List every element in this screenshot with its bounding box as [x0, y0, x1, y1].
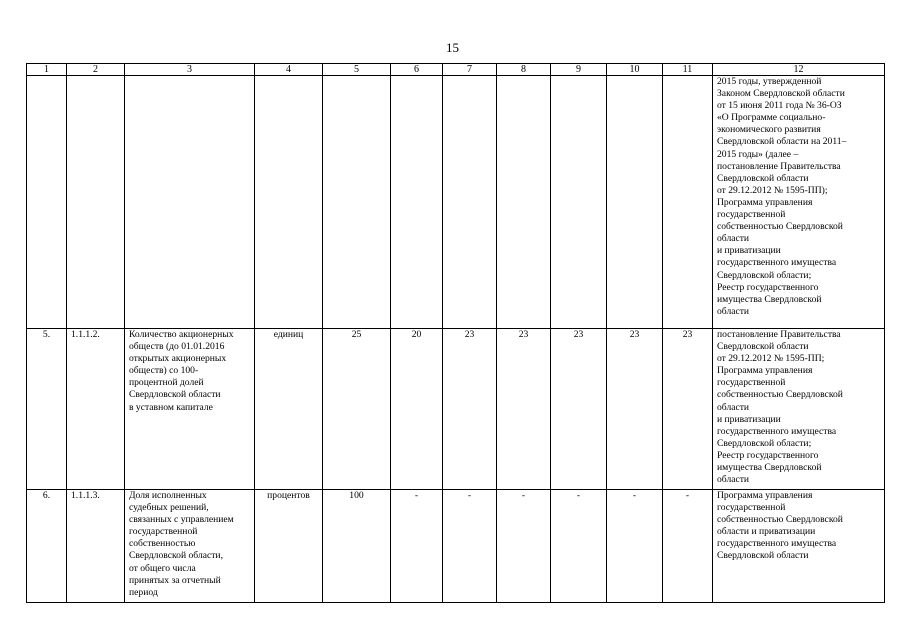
- text-line: Свердловской области,: [129, 550, 223, 562]
- text-line: Свердловской области на 2011–: [717, 136, 847, 148]
- value-cell: [663, 76, 713, 329]
- text-line: 2015 годы, утвержденной: [717, 76, 822, 87]
- value-cell: 23: [551, 329, 607, 490]
- text-line: постановление Правительства: [717, 160, 841, 172]
- text-line: имущества Свердловской: [717, 293, 822, 305]
- unit-cell: процентов: [255, 490, 323, 603]
- code-cell: 1.1.1.3.: [67, 490, 125, 603]
- code-cell: [67, 76, 125, 329]
- text-line: Свердловской области: [717, 341, 809, 353]
- indicator-name-cell: [125, 490, 255, 603]
- column-header: 3: [125, 64, 255, 76]
- value-cell: [551, 76, 607, 329]
- text-line: Программа управления: [717, 490, 813, 501]
- text-line: обществ (до 01.01.2016: [129, 341, 225, 353]
- column-header: 8: [497, 64, 551, 76]
- value-cell: [443, 76, 497, 329]
- text-line: Законом Свердловской области: [717, 88, 845, 100]
- text-line: экономического развития: [717, 124, 821, 136]
- value-cell: 20: [391, 329, 443, 490]
- text-line: судебных решений,: [129, 502, 209, 514]
- text-line: связанных с управлением: [129, 514, 234, 526]
- column-number-row: [27, 64, 885, 76]
- row-number-cell: 6.: [27, 490, 67, 603]
- text-line: области: [717, 233, 750, 245]
- source-cell: [713, 76, 885, 329]
- text-line: и приватизации: [717, 245, 781, 257]
- value-cell: 25: [323, 329, 391, 490]
- value-cell: 23: [607, 329, 663, 490]
- column-header: 1: [27, 64, 67, 76]
- indicators-table: [26, 63, 885, 603]
- text-line: принятых за отчетный: [129, 574, 221, 586]
- text-line: Программа управления: [717, 196, 813, 208]
- text-line: собственностью Свердловской: [717, 221, 843, 233]
- text-line: области: [717, 305, 750, 317]
- column-header: 9: [551, 64, 607, 76]
- table-row: [27, 490, 885, 603]
- value-cell: 23: [663, 329, 713, 490]
- value-cell: -: [391, 490, 443, 603]
- page-number: 15: [446, 40, 459, 55]
- source-cell: [713, 329, 885, 490]
- value-cell: 23: [497, 329, 551, 490]
- text-line: Реестр государственного: [717, 281, 819, 293]
- text-line: государственной: [717, 502, 786, 514]
- text-line: и приватизации: [717, 413, 781, 425]
- value-cell: [323, 76, 391, 329]
- source-cell: [713, 490, 885, 603]
- text-line: период: [129, 586, 158, 598]
- text-line: области и приватизации: [717, 526, 816, 538]
- value-cell: -: [443, 490, 497, 603]
- text-line: от 29.12.2012 № 1595-ПП;: [717, 353, 825, 365]
- text-line: собственностью: [129, 538, 196, 550]
- value-cell: [391, 76, 443, 329]
- text-line: государственной: [129, 526, 198, 538]
- text-line: государственной: [717, 209, 786, 221]
- unit-cell: единиц: [255, 329, 323, 490]
- text-line: Реестр государственного: [717, 449, 819, 461]
- text-line: государственного имущества: [717, 538, 837, 550]
- value-cell: -: [551, 490, 607, 603]
- text-line: имущества Свердловской: [717, 462, 822, 474]
- value-cell: [497, 76, 551, 329]
- text-line: Доля исполненных: [129, 490, 207, 501]
- text-line: области: [717, 474, 750, 486]
- indicator-name-cell: [125, 76, 255, 329]
- row-number-cell: 5.: [27, 329, 67, 490]
- row-number-cell: [27, 76, 67, 329]
- value-cell: [607, 76, 663, 329]
- text-line: 2015 годы» (далее –: [717, 148, 799, 160]
- text-line: обществ) со 100-: [129, 365, 199, 377]
- text-line: собственностью Свердловской: [717, 389, 843, 401]
- text-line: от общего числа: [129, 562, 196, 574]
- text-line: Количество акционерных: [129, 329, 234, 340]
- text-line: в уставном капитале: [129, 401, 213, 413]
- value-cell: -: [663, 490, 713, 603]
- text-line: области: [717, 401, 750, 413]
- value-cell: -: [497, 490, 551, 603]
- column-header: 7: [443, 64, 497, 76]
- text-line: государственного имущества: [717, 425, 837, 437]
- column-header: 6: [391, 64, 443, 76]
- text-line: открытых акционерных: [129, 353, 227, 365]
- value-cell: 23: [443, 329, 497, 490]
- text-line: государственного имущества: [717, 257, 837, 269]
- table-row: [27, 76, 885, 329]
- text-line: Свердловской области;: [717, 437, 812, 449]
- text-line: Свердловской области;: [717, 269, 812, 281]
- column-header: 5: [323, 64, 391, 76]
- column-header: 2: [67, 64, 125, 76]
- column-header: 10: [607, 64, 663, 76]
- text-line: процентной долей: [129, 377, 204, 389]
- table-row: [27, 329, 885, 490]
- column-header: 11: [663, 64, 713, 76]
- text-line: государственной: [717, 377, 786, 389]
- indicator-name-cell: [125, 329, 255, 490]
- code-cell: 1.1.1.2.: [67, 329, 125, 490]
- value-cell: 100: [323, 490, 391, 603]
- unit-cell: [255, 76, 323, 329]
- text-line: от 15 июня 2011 года № 36-ОЗ: [717, 100, 842, 112]
- value-cell: -: [607, 490, 663, 603]
- column-header: 12: [713, 64, 885, 76]
- text-line: собственностью Свердловской: [717, 514, 843, 526]
- text-line: от 29.12.2012 № 1595-ПП);: [717, 184, 828, 196]
- text-line: «О Программе социально-: [717, 112, 826, 124]
- text-line: Свердловской области: [717, 172, 809, 184]
- text-line: постановление Правительства: [717, 329, 841, 340]
- column-header: 4: [255, 64, 323, 76]
- text-line: Свердловской области: [129, 389, 221, 401]
- text-line: Программа управления: [717, 365, 813, 377]
- text-line: Свердловской области: [717, 550, 809, 562]
